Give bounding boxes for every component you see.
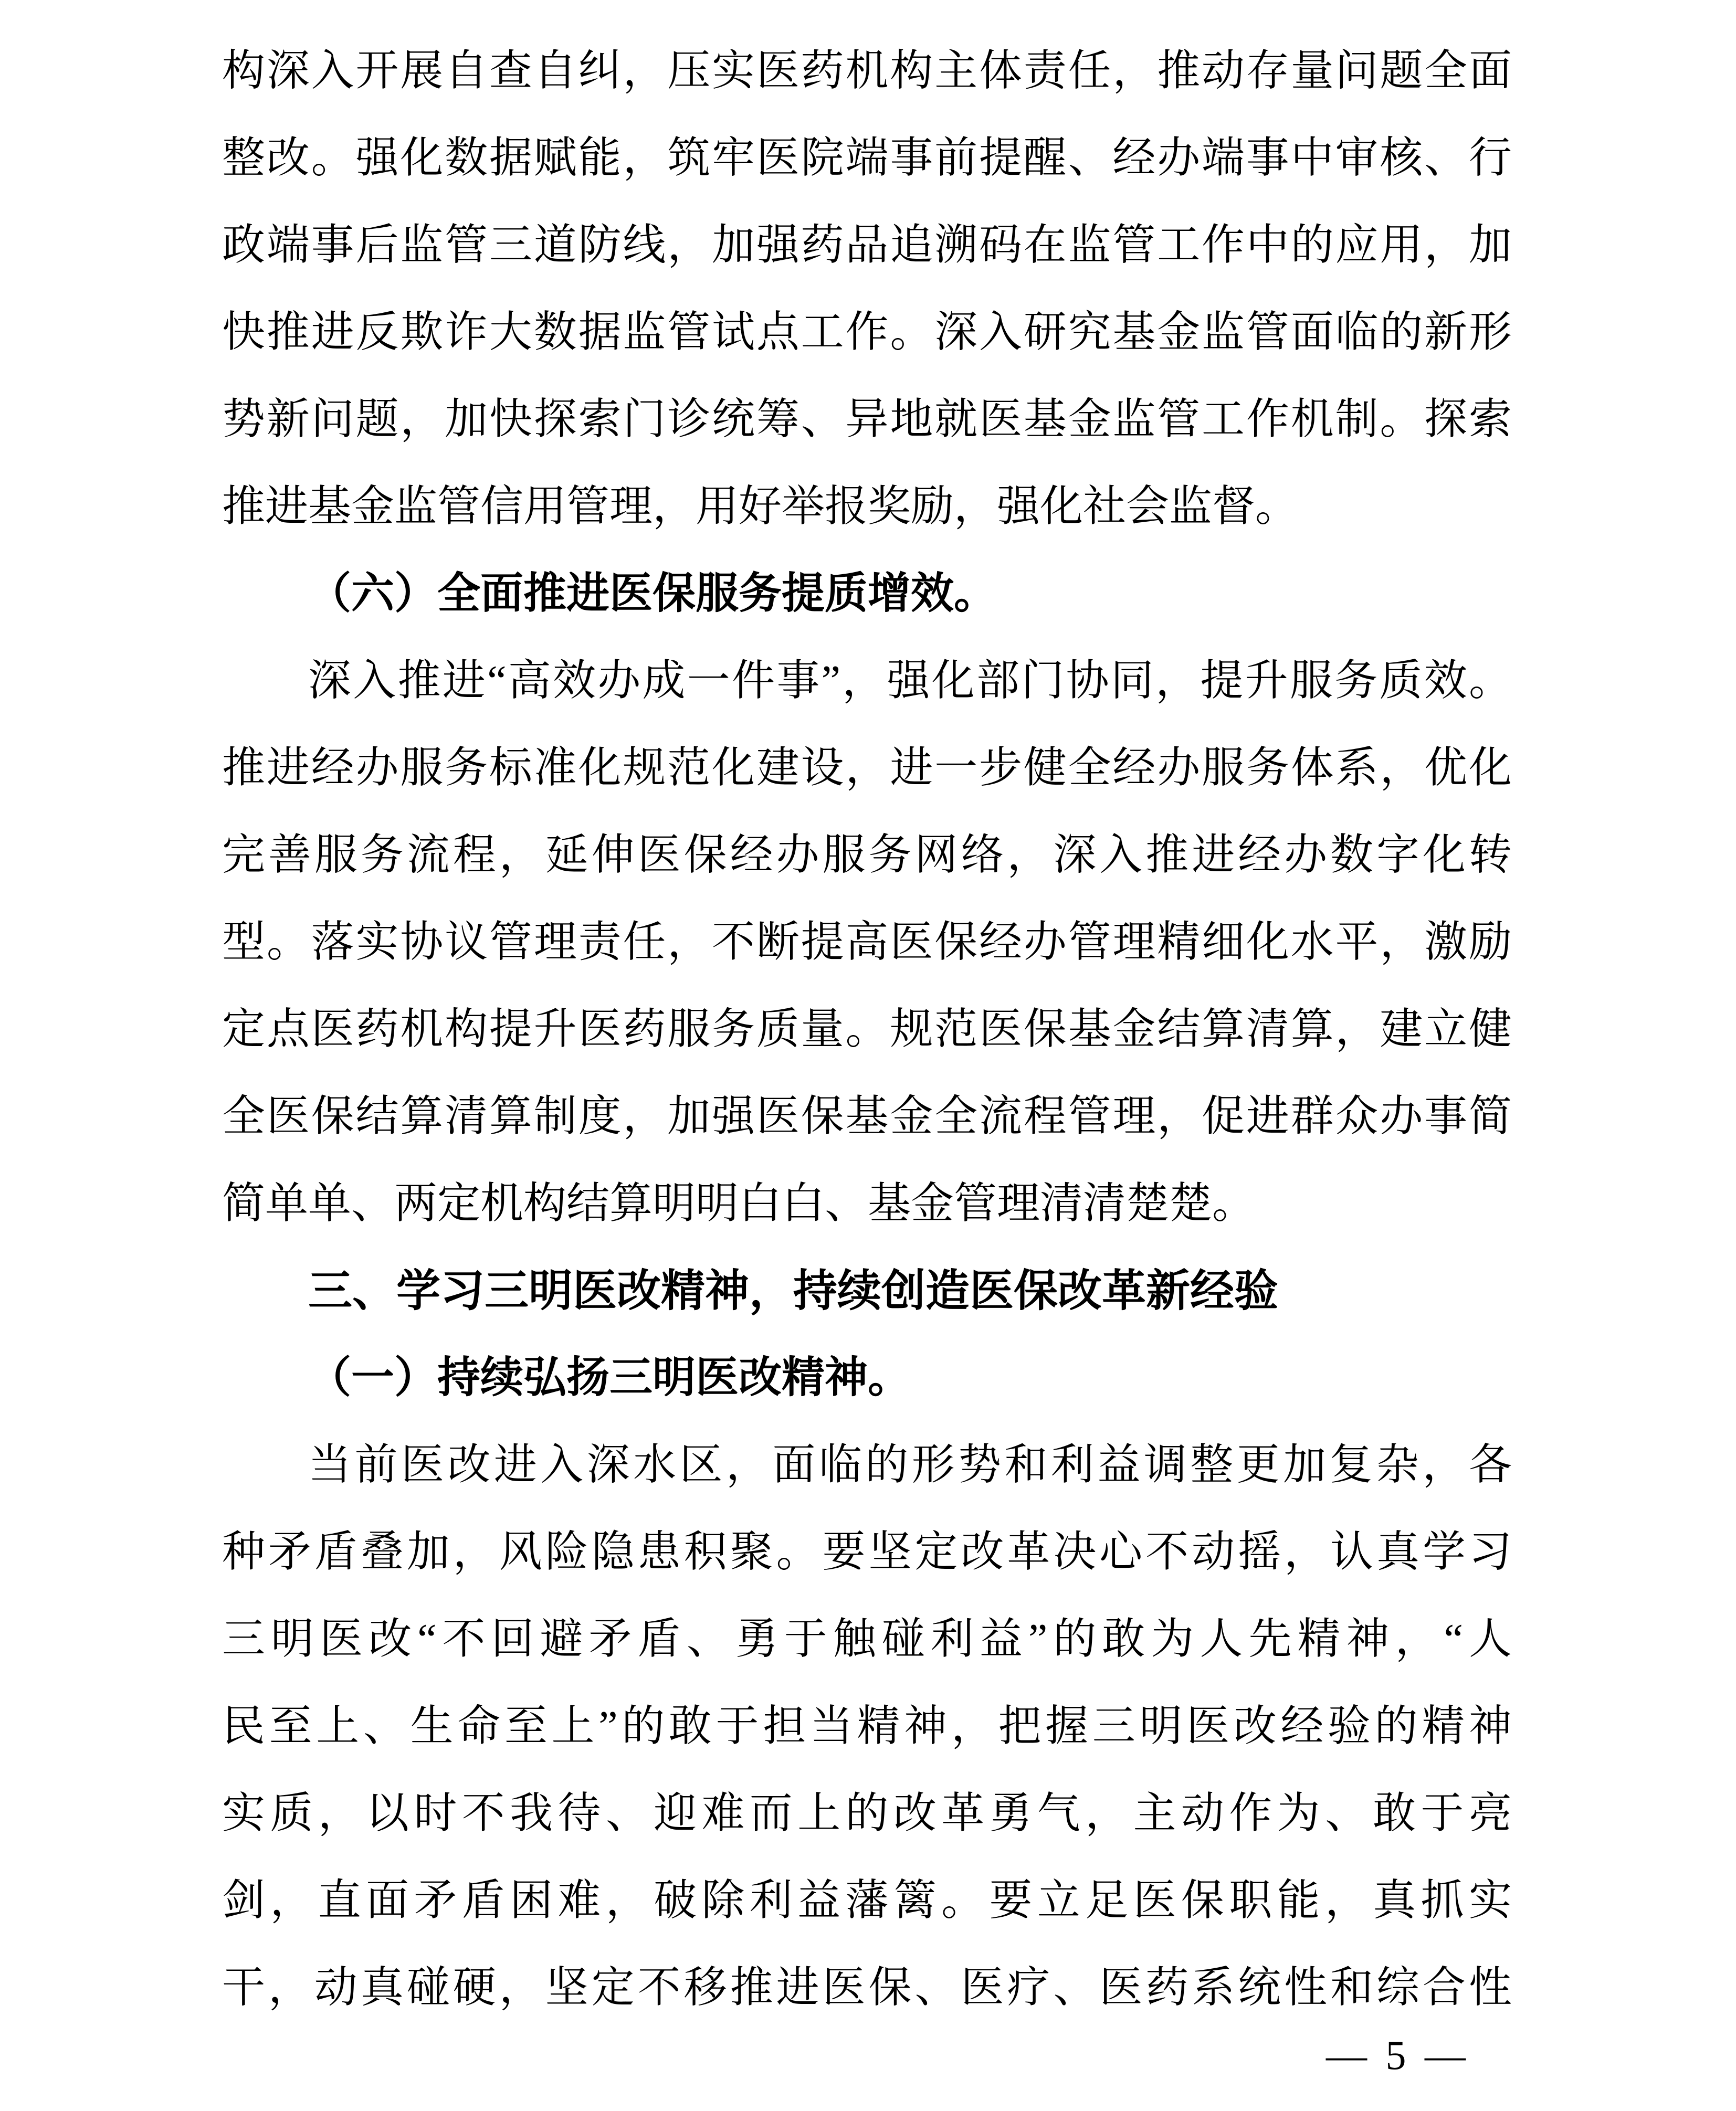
text-line: 完善服务流程，延伸医保经办服务网络，深入推进经办数字化转	[222, 831, 1512, 879]
text-line: 干，动真碰硬，坚定不移推进医保、医疗、医药系统性和综合性	[222, 1964, 1512, 2011]
text-line: 民至上、生命至上”的敢于担当精神，把握三明医改经验的精神	[222, 1702, 1512, 1750]
text-line: 推进经办服务标准化规范化建设，进一步健全经办服务体系，优化	[222, 744, 1512, 791]
text-line: 型。落实协议管理责任，不断提高医保经办管理精细化水平，激励	[222, 918, 1512, 966]
text-line-paragraph-end: 简单单、两定机构结算明明白白、基金管理清清楚楚。	[222, 1179, 1256, 1227]
text-line: 快推进反欺诈大数据监管试点工作。深入研究基金监管面临的新形	[222, 308, 1512, 356]
text-line: 实质，以时不我待、迎难而上的改革勇气，主动作为、敢于亮	[222, 1789, 1512, 1837]
text-line: 剑，直面矛盾困难，破除利益藩篱。要立足医保职能，真抓实	[222, 1876, 1512, 1924]
text-line: 三明医改“不回避矛盾、勇于触碰利益”的敢为人先精神，“人	[222, 1615, 1512, 1663]
section-heading-one: （一）持续弘扬三明医改精神。	[308, 1354, 911, 1401]
text-line: 定点医药机构提升医药服务质量。规范医保基金结算清算，建立健	[222, 1005, 1512, 1053]
text-line: 整改。强化数据赋能，筑牢医院端事前提醒、经办端事中审核、行	[222, 134, 1512, 182]
text-line-paragraph-start: 当前医改进入深水区，面临的形势和利益调整更加复杂，各	[308, 1441, 1512, 1489]
text-line-paragraph-start: 深入推进“高效办成一件事”，强化部门协同，提升服务质效。	[308, 657, 1512, 704]
page-number: — 5 —	[1326, 2032, 1470, 2078]
text-block	[222, 27, 1512, 2031]
section-heading-six: （六）全面推进医保服务提质增效。	[308, 569, 997, 617]
text-line: 政端事后监管三道防线，加强药品追溯码在监管工作中的应用，加	[222, 221, 1512, 269]
text-line: 构深入开展自查自纠，压实医药机构主体责任，推动存量问题全面	[222, 47, 1512, 94]
chapter-heading-three: 三、学习三明医改精神，持续创造医保改革新经验	[308, 1266, 1279, 1315]
text-line: 全医保结算清算制度，加强医保基金全流程管理，促进群众办事简	[222, 1092, 1512, 1140]
text-line: 种矛盾叠加，风险隐患积聚。要坚定改革决心不动摇，认真学习	[222, 1528, 1512, 1576]
text-line-paragraph-end: 推进基金监管信用管理，用好举报奖励，强化社会监督。	[222, 482, 1299, 530]
text-line: 势新问题，加快探索门诊统筹、异地就医基金监管工作机制。探索	[222, 395, 1512, 443]
